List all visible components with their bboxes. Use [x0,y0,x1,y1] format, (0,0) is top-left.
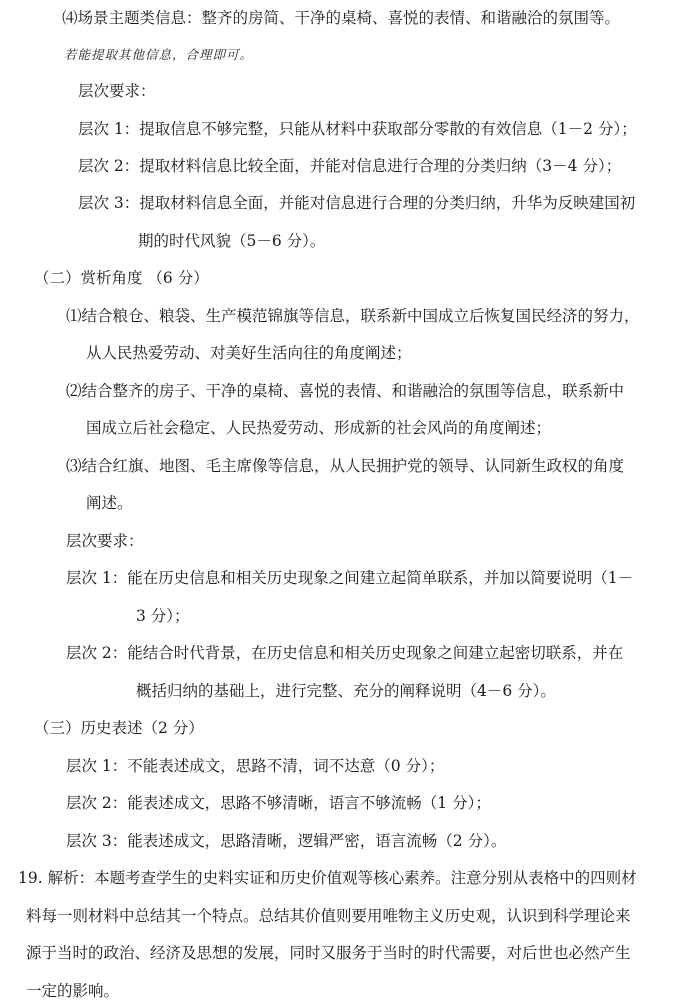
appreciation-level-2: 层次 2：能结合时代背景，在历史信息和相关历史现象之间建立起密切联系，并在 [66,644,624,662]
level-requirements-heading-2: 层次要求： [66,532,144,550]
point-3-text-cont: 阐述。 [86,494,133,512]
expression-level-3: 层次 3：能表述成文，思路清晰，逻辑严密，语言流畅（2 分）。 [66,832,507,850]
question-19-analysis-line-3: 源于当时的政治、经济及思想的发展，同时又服务于当时的时代需要，对后世也必然产生 [26,944,631,962]
level-3-text-cont: 期的时代风貌（5－6 分）。 [138,232,326,250]
note-other-info: 若能提取其他信息，合理即可。 [64,47,254,62]
expression-level-1: 层次 1：不能表述成文，思路不清，词不达意（0 分）； [66,757,445,775]
expression-level-2: 层次 2：能表述成文，思路不够清晰，语言不够流畅（1 分）； [66,794,491,812]
level-1-text: 层次 1：提取信息不够完整，只能从材料中获取部分零散的有效信息（1－2 分）； [78,120,637,138]
question-19-analysis-line-4: 一定的影响。 [26,982,120,1000]
point-1-text-cont: 从人民热爱劳动、对美好生活向往的角度阐述； [86,344,412,362]
point-1-text: ⑴结合粮仓、粮袋、生产模范锦旗等信息，联系新中国成立后恢复国民经济的努力， [66,307,640,325]
appreciation-level-2-cont: 概括归纳的基础上，进行完整、充分的阐释说明（4－6 分）。 [136,682,556,700]
point-3-text: ⑶结合红旗、地图、毛主席像等信息，从人民拥护党的领导、认同新生政权的角度 [66,457,625,475]
question-19-analysis: 19. 解析：本题考查学生的史料实证和历史价值观等核心素养。注意分别从表格中的四则材 [18,869,637,887]
point-2-text: ⑵结合整齐的房子、干净的桌椅、喜悦的表情、和谐融洽的氛围等信息，联系新中 [66,382,625,400]
section-2-heading: （二）赏析角度 （6 分） [34,269,209,287]
item-4-scene-info: ⑷场景主题类信息：整齐的房简、干净的桌椅、喜悦的表情、和谐融洽的氛围等。 [62,9,621,27]
level-3-text: 层次 3：提取材料信息全面，并能对信息进行合理的分类归纳，升华为反映建国初 [78,194,636,212]
section-3-heading: （三）历史表述（2 分） [34,719,204,737]
level-2-text: 层次 2：提取材料信息比较全面，并能对信息进行合理的分类归纳（3－4 分）； [78,157,622,175]
question-19-analysis-line-2: 料每一则材料中总结其一个特点。总结其价值则要用唯物主义历史观，认识到科学理论来 [26,907,631,925]
appreciation-level-1-cont: 3 分）； [136,607,190,625]
level-requirements-heading: 层次要求： [78,82,156,100]
appreciation-level-1: 层次 1：能在历史信息和相关历史现象之间建立起简单联系，并加以简要说明（1－ [66,569,634,587]
point-2-text-cont: 国成立后社会稳定、人民热爱劳动、形成新的社会风尚的角度阐述； [86,419,552,437]
